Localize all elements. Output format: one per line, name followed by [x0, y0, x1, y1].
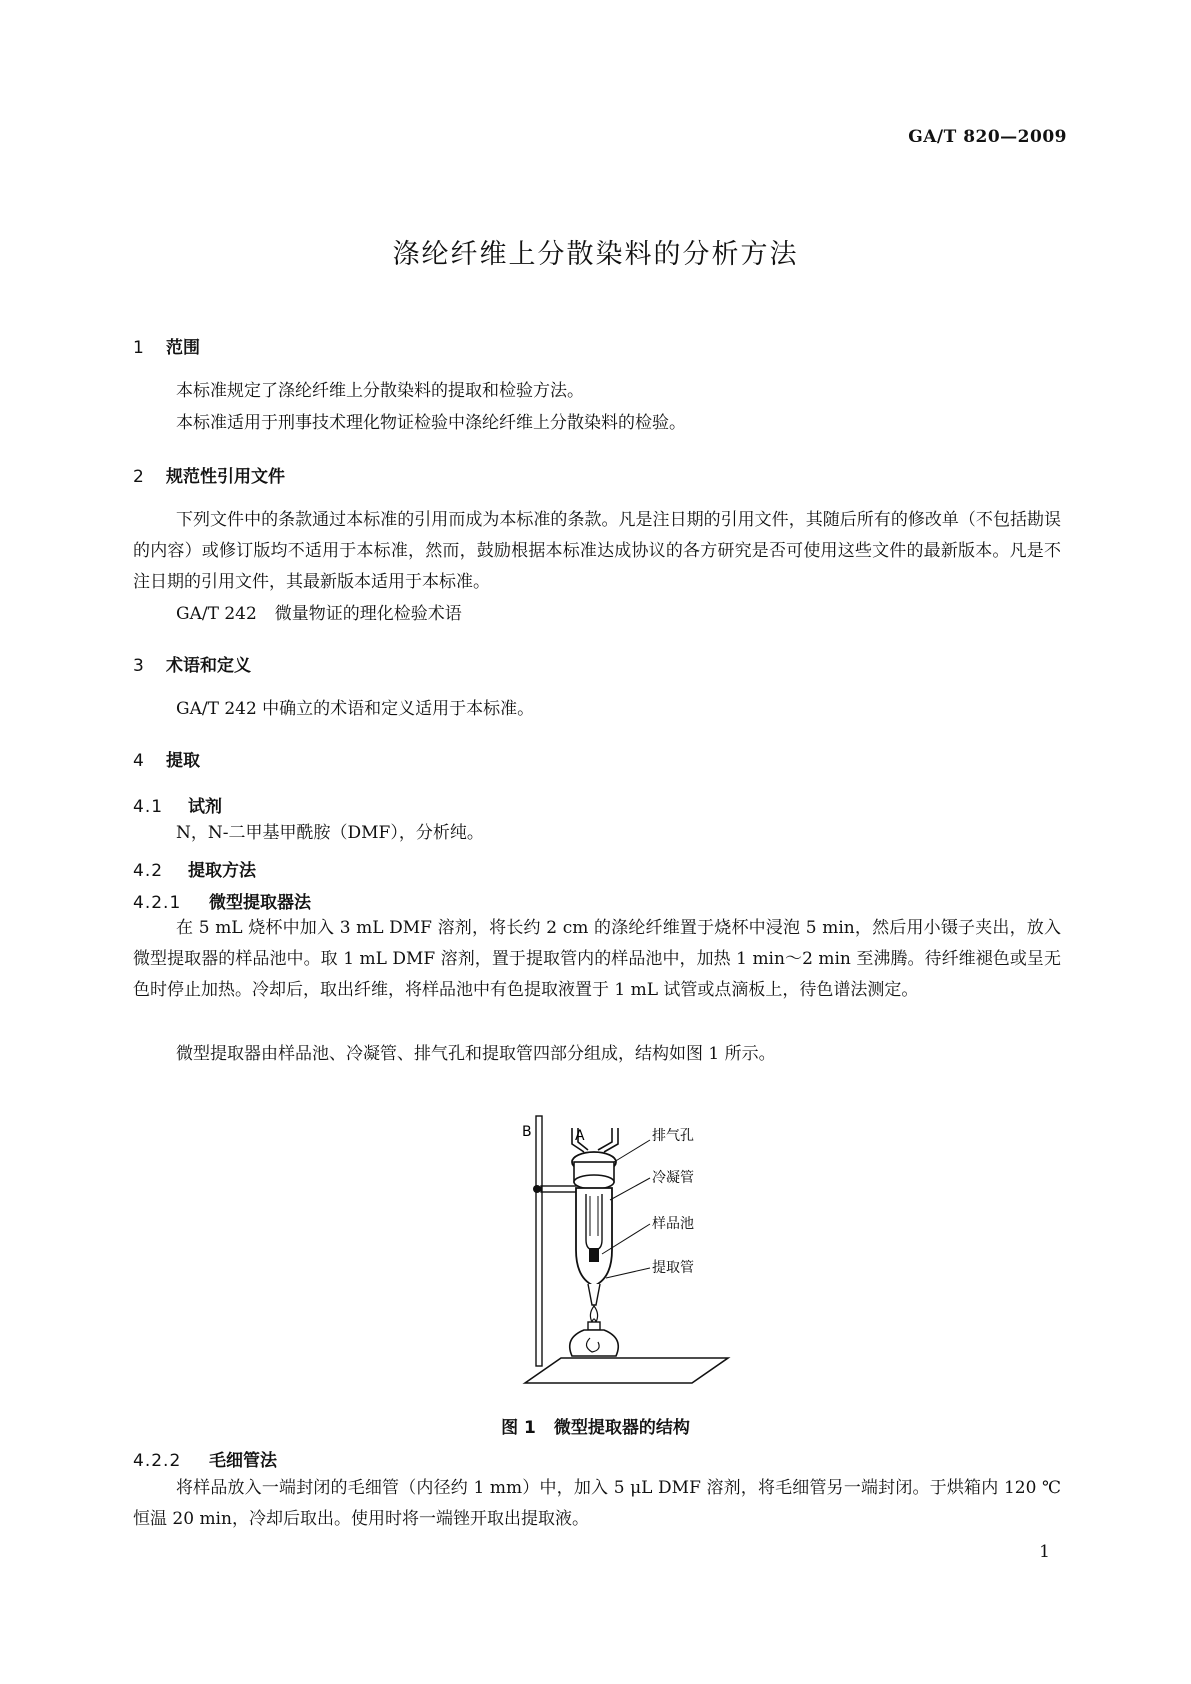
subsection-4-2-2-heading [133, 1446, 277, 1471]
base-plate [525, 1358, 728, 1383]
sample-pool [589, 1248, 599, 1262]
section-title: 毛细管法 [209, 1451, 277, 1471]
paragraph: 将样品放入一端封闭的毛细管（内径约 1 mm）中，加入 5 μL DMF 溶剂，将毛细管另一端封闭。于烘箱内 120 ℃恒温 20 min，冷却后取出。使用时将一端锉开取出提取液。 [133, 1478, 1061, 1529]
paragraph: 微型提取器由样品池、冷凝管、排气孔和提取管四部分组成，结构如图 1 所示。 [176, 1044, 776, 1064]
subsection-4-2-heading [133, 856, 256, 881]
section-number: 2 [133, 467, 144, 487]
label-vent: 排气孔 [652, 1128, 694, 1144]
lamp-neck [588, 1322, 600, 1330]
clamp-knob [533, 1185, 541, 1193]
section-title: 规范性引用文件 [166, 467, 285, 487]
section-2-heading [133, 462, 285, 487]
label-a: A [575, 1128, 585, 1144]
tube-a [598, 1128, 618, 1152]
stopper-rim [574, 1175, 614, 1189]
section-number: 1 [133, 338, 144, 358]
subsection-4-1-heading [133, 792, 222, 817]
condenser-body [576, 1188, 612, 1286]
section-1-heading [133, 333, 200, 358]
paragraph: 在 5 mL 烧杯中加入 3 mL DMF 溶剂，将长约 2 cm 的涤纶纤维置于烧杯中浸泡 5 min，然后用小镊子夹出，放入微型提取器的样品池中。取 1 mL DMF 溶剂，置于提取管内的样品池中，加热 1 min～2 min 至沸腾。待纤维褪色或呈无色时停止加热。冷却后，取出纤维，将样品池中有色提取液置于 1 mL 试管或点滴板上，待色谱法测定。 [133, 918, 1061, 1000]
paragraph: 本标准规定了涤纶纤维上分散染料的提取和检验方法。 [176, 381, 584, 401]
paragraph: GA/T 242 中确立的术语和定义适用于本标准。 [176, 699, 535, 719]
section-number: 4.1 [133, 797, 164, 817]
section-title: 微型提取器法 [209, 893, 311, 913]
section-3-heading [133, 651, 251, 676]
paragraph: 下列文件中的条款通过本标准的引用而成为本标准的条款。凡是注日期的引用文件，其随后所有的修改单（不包括勘误的内容）或修订版均不适用于本标准，然而，鼓励根据本标准达成协议的各方研究是否可使用这些文件的最新版本。凡是不注日期的引用文件，其最新版本适用于本标准。 [133, 510, 1061, 592]
paragraph: N，N-二甲基甲酰胺（DMF），分析纯。 [176, 823, 484, 843]
label-condenser: 冷凝管 [652, 1170, 694, 1186]
reference-title: 微量物证的理化检验术语 [274, 604, 462, 624]
section-4-heading [133, 746, 200, 771]
section-number: 4.2.2 [133, 1451, 182, 1471]
section-title: 范围 [166, 338, 200, 358]
section-title: 术语和定义 [166, 656, 251, 676]
page-number: 1 [1039, 1542, 1050, 1562]
reference-code: GA/T 242 [176, 604, 257, 624]
section-number: 4 [133, 751, 144, 771]
extraction-tube-tip [588, 1284, 600, 1305]
normative-reference [133, 599, 1061, 630]
section-number: 4.2 [133, 861, 164, 881]
flame [590, 1306, 597, 1322]
leader-condenser [610, 1178, 650, 1200]
micro-extractor-figure [480, 1100, 740, 1385]
label-b: B [522, 1124, 532, 1140]
leader-extraction-tube [606, 1268, 650, 1278]
figure-title: 微型提取器的结构 [553, 1418, 690, 1438]
section-title: 试剂 [188, 797, 222, 817]
paragraph: 本标准适用于刑事技术理化物证检验中涤纶纤维上分散染料的检验。 [176, 413, 686, 433]
label-sample-pool: 样品池 [652, 1216, 694, 1232]
figure-caption [0, 1413, 1191, 1438]
label-extraction-tube: 提取管 [652, 1260, 694, 1276]
section-number: 4.2.1 [133, 893, 182, 913]
document-title: 涤纶纤维上分散染料的分析方法 [392, 239, 799, 270]
figure-number: 图 1 [501, 1418, 536, 1438]
section-title: 提取 [166, 751, 200, 771]
leader-vent [614, 1140, 650, 1162]
stand-rod [536, 1116, 542, 1366]
subsection-4-2-1-heading [133, 888, 311, 913]
section-number: 3 [133, 656, 144, 676]
section-title: 提取方法 [188, 861, 256, 881]
standard-code: GA/T 820—2009 [908, 127, 1067, 147]
